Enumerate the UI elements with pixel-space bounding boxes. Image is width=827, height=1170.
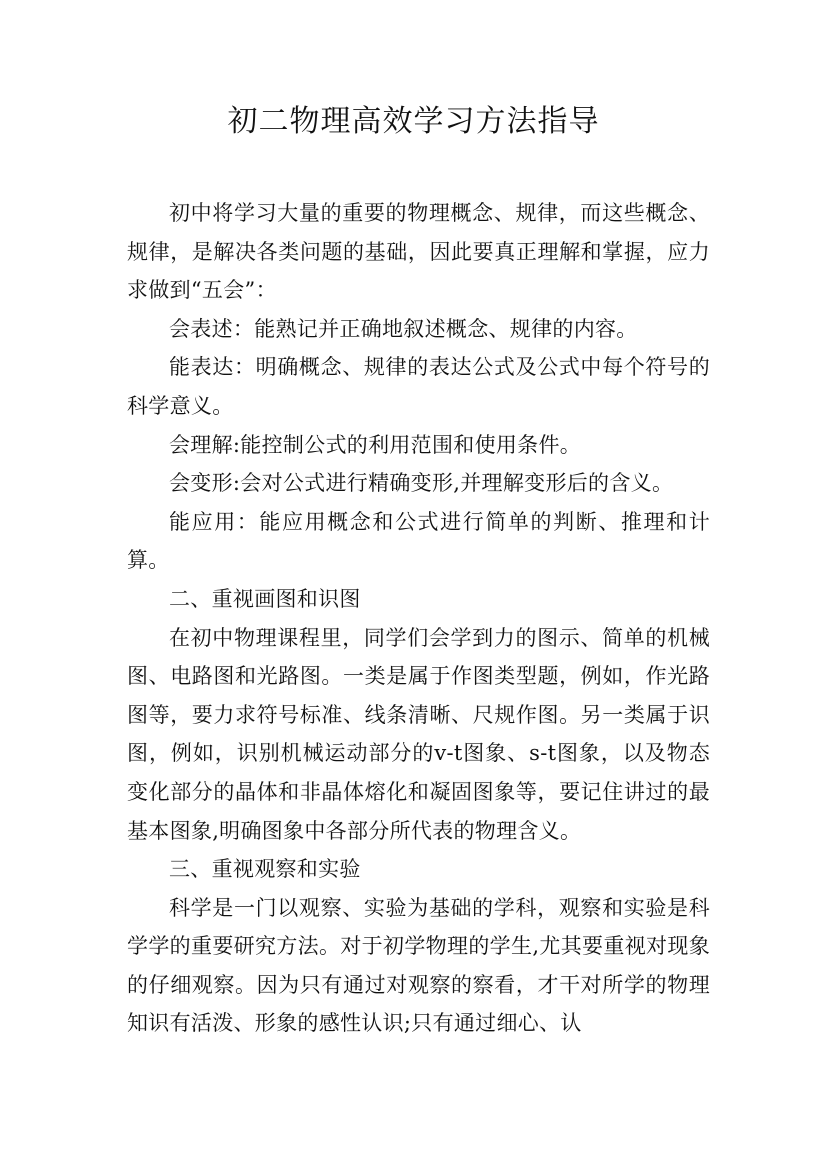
paragraph-describe: 会表述：能熟记并正确地叙述概念、规律的内容。 — [169, 316, 638, 341]
paragraph-intro: 初中将学习大量的重要的物理概念、规律，而这些概念、规律，是解决各类问题的基础，因此要真正理解和掌握，应力求做到“五会”： — [127, 201, 710, 303]
document-body — [127, 194, 710, 1043]
document-title: 初二物理高效学习方法指导 — [227, 104, 600, 139]
paragraph-understand: 会理解:能控制公式的利用范围和使用条件。 — [169, 432, 582, 457]
paragraph-transform: 会变形:会对公式进行精确变形,并理解变形后的含义。 — [169, 471, 674, 496]
paragraph-drawing: 在初中物理课程里，同学们会学到力的图示、简单的机械图、电路图和光路图。一类是属于作图类型题，例如，作光路图等，要力求符号标准、线条清晰、尺规作图。另一类属于识图，例如，识别机械运动部分的v-t图象、s-t图象，以及物态变化部分的晶体和非晶体熔化和凝固图象等，要记住讲过的最基本图象,明确图象中各部分所代表的物理含义。 — [127, 625, 710, 843]
section-heading-observation: 三、重视观察和实验 — [169, 857, 361, 882]
paragraph-observation: 科学是一门以观察、实验为基础的学科，观察和实验是科学学的重要研究方法。对于初学物理的学生,尤其要重视对现象的仔细观察。因为只有通过对观察的察看，才干对所学的物理知识有活泼、形象的感性认识;只有通过细心、认 — [127, 895, 710, 1036]
paragraph-apply: 能应用：能应用概念和公式进行简单的判断、推理和计算。 — [127, 509, 710, 573]
section-heading-drawing: 二、重视画图和识图 — [169, 586, 361, 611]
paragraph-express: 能表达：明确概念、规律的表达公式及公式中每个符号的科学意义。 — [127, 355, 710, 418]
